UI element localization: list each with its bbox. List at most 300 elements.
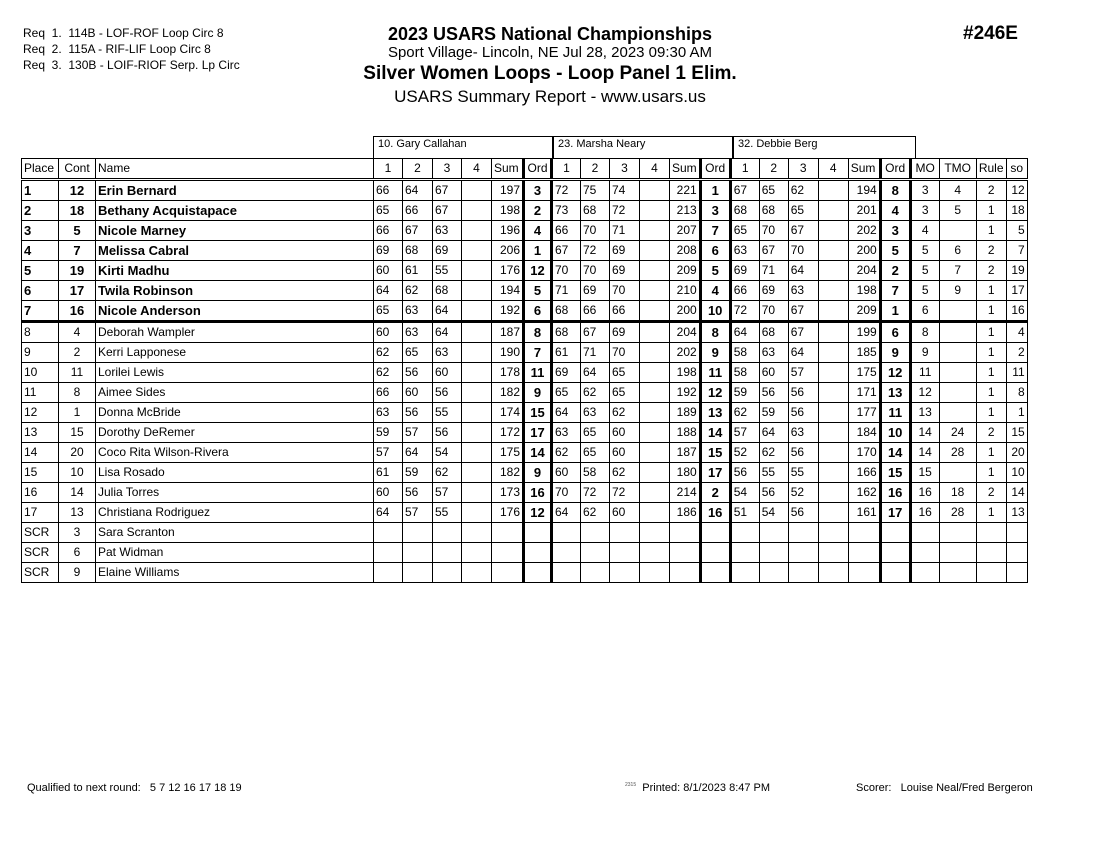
judge-3-sum: 162: [848, 483, 880, 503]
place-cell: 11: [22, 383, 59, 403]
so-cell: 16: [1006, 301, 1027, 322]
judge-1-score-1: 64: [374, 281, 403, 301]
tmo-cell: 4: [939, 180, 976, 201]
mo-cell: 14: [910, 443, 939, 463]
judge-2-score-1: 71: [552, 281, 581, 301]
requirements-list: [23, 25, 240, 73]
judge-3-header: 32. Debbie Berg: [733, 136, 916, 158]
rule-cell: 2: [976, 241, 1006, 261]
judge-3-score-4: [818, 180, 848, 201]
judge-3-score-2: 68: [759, 201, 788, 221]
judge-2-score-1: 70: [552, 261, 581, 281]
col-mo: MO: [910, 159, 939, 180]
mo-cell: 14: [910, 423, 939, 443]
judge-3-score-1: 58: [730, 363, 759, 383]
judge-2-score-2: 62: [581, 383, 610, 403]
col-j1-1: 1: [374, 159, 403, 180]
judge-1-score-3: 67: [433, 180, 462, 201]
judge-1-score-3: 62: [433, 463, 462, 483]
judge-1-ordinal: 3: [524, 180, 552, 201]
judge-3-score-2: 56: [759, 383, 788, 403]
name-cell: Pat Widman: [96, 543, 374, 563]
judge-3-sum: 161: [848, 503, 880, 523]
judge-3-score-1: [730, 563, 759, 583]
tmo-cell: [939, 221, 976, 241]
judge-1-sum: 172: [492, 423, 524, 443]
contestant-number-cell: 20: [59, 443, 96, 463]
scorer-label: Scorer:: [856, 782, 892, 794]
name-cell: Melissa Cabral: [96, 241, 374, 261]
col-j1-3: 3: [433, 159, 462, 180]
place-cell: 8: [22, 322, 59, 343]
table-row: [22, 322, 1028, 343]
judge-1-score-1: 60: [374, 261, 403, 281]
tmo-cell: [939, 363, 976, 383]
judge-3-ordinal: [880, 523, 910, 543]
judge-3-score-4: [818, 523, 848, 543]
rule-cell: 1: [976, 403, 1006, 423]
contestant-number-cell: 9: [59, 563, 96, 583]
judge-1-ordinal: 11: [524, 363, 552, 383]
judge-1-score-4: [462, 180, 492, 201]
judge-2-score-2: 75: [581, 180, 610, 201]
judge-1-header: 10. Gary Callahan: [373, 136, 553, 158]
judge-3-sum: 171: [848, 383, 880, 403]
judge-3-score-3: 64: [788, 343, 818, 363]
judge-1-score-4: [462, 523, 492, 543]
judge-2-score-4: [640, 180, 670, 201]
place-cell: 12: [22, 403, 59, 423]
judge-2-sum: [670, 563, 701, 583]
judge-2-sum: 189: [670, 403, 701, 423]
mo-cell: 11: [910, 363, 939, 383]
rule-cell: 1: [976, 221, 1006, 241]
judge-3-score-4: [818, 241, 848, 261]
rule-cell: 1: [976, 503, 1006, 523]
judge-3-sum: [848, 563, 880, 583]
judge-3-score-4: [818, 443, 848, 463]
judge-2-score-2: 67: [581, 322, 610, 343]
judge-3-score-1: 59: [730, 383, 759, 403]
mo-cell: 3: [910, 180, 939, 201]
judge-3-score-2: 54: [759, 503, 788, 523]
place-cell: 15: [22, 463, 59, 483]
scorer-line: [856, 782, 1033, 794]
so-cell: 1: [1006, 403, 1027, 423]
judge-1-score-3: 55: [433, 261, 462, 281]
rule-cell: 1: [976, 443, 1006, 463]
judge-1-score-2: 59: [403, 463, 433, 483]
rule-cell: 1: [976, 383, 1006, 403]
col-j2-ord: Ord: [700, 159, 730, 180]
judge-3-sum: 185: [848, 343, 880, 363]
judge-3-score-3: 56: [788, 503, 818, 523]
judge-1-score-3: 57: [433, 483, 462, 503]
contestant-number-cell: 14: [59, 483, 96, 503]
judge-1-ordinal: [524, 523, 552, 543]
qualified-line: [27, 782, 242, 794]
report-subtitle: USARS Summary Report - www.usars.us: [394, 87, 706, 106]
judge-2-score-4: [640, 241, 670, 261]
judge-3-score-4: [818, 543, 848, 563]
judge-3-ordinal: 14: [880, 443, 910, 463]
judge-1-score-2: 57: [403, 423, 433, 443]
judge-2-score-2: 58: [581, 463, 610, 483]
mo-cell: 12: [910, 383, 939, 403]
judge-1-sum: 176: [492, 503, 524, 523]
judge-3-score-3: 62: [788, 180, 818, 201]
judge-1-sum: 187: [492, 322, 524, 343]
judge-1-score-1: 62: [374, 363, 403, 383]
judge-2-score-1: 68: [552, 301, 581, 322]
col-j2-4: 4: [640, 159, 670, 180]
judge-2-score-3: 60: [610, 443, 640, 463]
judge-3-score-4: [818, 383, 848, 403]
judge-1-score-4: [462, 443, 492, 463]
rule-cell: 2: [976, 483, 1006, 503]
contestant-number-cell: 15: [59, 423, 96, 443]
judge-2-score-2: [581, 543, 610, 563]
tmo-cell: [939, 383, 976, 403]
mo-cell: 3: [910, 201, 939, 221]
judge-1-sum: 182: [492, 383, 524, 403]
judge-1-score-2: 66: [403, 201, 433, 221]
judge-1-score-2: 67: [403, 221, 433, 241]
col-j2-3: 3: [610, 159, 640, 180]
judge-2-score-4: [640, 261, 670, 281]
judge-1-score-2: [403, 523, 433, 543]
judge-1-sum: 175: [492, 443, 524, 463]
judge-1-score-1: 59: [374, 423, 403, 443]
place-cell: SCR: [22, 563, 59, 583]
judge-1-ordinal: 8: [524, 322, 552, 343]
judge-3-ordinal: 1: [880, 301, 910, 322]
place-cell: 2: [22, 201, 59, 221]
judge-3-sum: 166: [848, 463, 880, 483]
name-cell: Dorothy DeRemer: [96, 423, 374, 443]
judge-3-ordinal: 4: [880, 201, 910, 221]
name-cell: Lisa Rosado: [96, 463, 374, 483]
place-cell: 13: [22, 423, 59, 443]
judge-3-sum: 170: [848, 443, 880, 463]
judge-2-ordinal: 7: [700, 221, 730, 241]
judge-3-score-4: [818, 343, 848, 363]
judge-1-score-4: [462, 343, 492, 363]
col-tmo: TMO: [939, 159, 976, 180]
place-cell: 16: [22, 483, 59, 503]
judge-3-sum: 204: [848, 261, 880, 281]
judge-1-score-3: [433, 543, 462, 563]
judge-2-score-3: 65: [610, 363, 640, 383]
so-cell: 13: [1006, 503, 1027, 523]
judge-1-score-2: [403, 543, 433, 563]
col-j2-2: 2: [581, 159, 610, 180]
judge-1-score-4: [462, 281, 492, 301]
judge-1-ordinal: 1: [524, 241, 552, 261]
judge-2-score-2: 69: [581, 281, 610, 301]
judge-2-header: 23. Marsha Neary: [553, 136, 733, 158]
judge-1-ordinal: 2: [524, 201, 552, 221]
judge-1-score-4: [462, 363, 492, 383]
requirement-3: Req 3. 130B - LOIF-RIOF Serp. Lp Circ: [23, 58, 240, 72]
judge-3-score-1: [730, 523, 759, 543]
judge-1-sum: [492, 523, 524, 543]
rule-cell: [976, 543, 1006, 563]
judge-1-score-2: 60: [403, 383, 433, 403]
judge-3-ordinal: 10: [880, 423, 910, 443]
judge-3-score-2: 67: [759, 241, 788, 261]
judge-3-score-2: [759, 563, 788, 583]
tmo-cell: [939, 301, 976, 322]
mo-cell: 16: [910, 503, 939, 523]
rule-cell: 1: [976, 343, 1006, 363]
judge-1-score-4: [462, 221, 492, 241]
contestant-number-cell: 1: [59, 403, 96, 423]
table-row: [22, 261, 1028, 281]
judge-3-score-1: 66: [730, 281, 759, 301]
judge-1-sum: 176: [492, 261, 524, 281]
mo-cell: 8: [910, 322, 939, 343]
judge-3-score-4: [818, 281, 848, 301]
judge-2-sum: 202: [670, 343, 701, 363]
judge-3-ordinal: 2: [880, 261, 910, 281]
judge-1-sum: 192: [492, 301, 524, 322]
place-cell: 5: [22, 261, 59, 281]
rule-cell: 2: [976, 423, 1006, 443]
judge-2-score-4: [640, 221, 670, 241]
event-number: #246E: [963, 23, 1018, 44]
judge-2-score-2: 63: [581, 403, 610, 423]
judge-2-score-1: 68: [552, 322, 581, 343]
mo-cell: 6: [910, 301, 939, 322]
contestant-number-cell: 8: [59, 383, 96, 403]
rule-cell: 1: [976, 301, 1006, 322]
judge-2-ordinal: 15: [700, 443, 730, 463]
judge-2-sum: 186: [670, 503, 701, 523]
name-cell: Erin Bernard: [96, 180, 374, 201]
judge-2-sum: 187: [670, 443, 701, 463]
judge-1-ordinal: 14: [524, 443, 552, 463]
contestant-number-cell: 10: [59, 463, 96, 483]
printed-date: Printed: 8/1/2023 8:47 PM: [642, 782, 771, 794]
judge-2-score-4: [640, 322, 670, 343]
so-cell: 10: [1006, 463, 1027, 483]
table-row: [22, 463, 1028, 483]
place-cell: 7: [22, 301, 59, 322]
judge-2-score-2: 68: [581, 201, 610, 221]
judge-2-ordinal: 8: [700, 322, 730, 343]
judge-2-sum: 221: [670, 180, 701, 201]
judge-2-ordinal: 17: [700, 463, 730, 483]
judge-2-score-3: [610, 523, 640, 543]
judge-3-score-1: 56: [730, 463, 759, 483]
judge-2-ordinal: 6: [700, 241, 730, 261]
name-cell: Nicole Anderson: [96, 301, 374, 322]
judge-3-score-2: 65: [759, 180, 788, 201]
so-cell: 14: [1006, 483, 1027, 503]
judge-2-score-3: 71: [610, 221, 640, 241]
contestant-number-cell: 6: [59, 543, 96, 563]
judge-3-score-1: 51: [730, 503, 759, 523]
judge-3-ordinal: 16: [880, 483, 910, 503]
rule-cell: 2: [976, 180, 1006, 201]
scorer-names: Louise Neal/Fred Bergeron: [900, 782, 1033, 794]
judge-2-ordinal: 9: [700, 343, 730, 363]
judge-3-score-3: 65: [788, 201, 818, 221]
judge-2-score-2: 64: [581, 363, 610, 383]
judge-3-ordinal: [880, 543, 910, 563]
judge-2-sum: 180: [670, 463, 701, 483]
judge-1-sum: 206: [492, 241, 524, 261]
judge-2-score-4: [640, 363, 670, 383]
report-header: [330, 24, 770, 108]
judge-2-score-4: [640, 281, 670, 301]
judge-3-score-2: 70: [759, 301, 788, 322]
mo-cell: 13: [910, 403, 939, 423]
judge-2-score-1: [552, 563, 581, 583]
judge-1-score-4: [462, 483, 492, 503]
judge-1-score-3: 69: [433, 241, 462, 261]
judge-1-score-1: [374, 543, 403, 563]
judge-2-score-2: 66: [581, 301, 610, 322]
so-cell: 8: [1006, 383, 1027, 403]
so-cell: 19: [1006, 261, 1027, 281]
judge-2-sum: 208: [670, 241, 701, 261]
judge-2-score-1: 64: [552, 503, 581, 523]
judge-3-score-3: [788, 523, 818, 543]
col-j2-1: 1: [552, 159, 581, 180]
judge-2-ordinal: 3: [700, 201, 730, 221]
judge-1-ordinal: 17: [524, 423, 552, 443]
rule-cell: 1: [976, 463, 1006, 483]
mo-cell: [910, 543, 939, 563]
so-cell: 12: [1006, 180, 1027, 201]
judge-3-sum: [848, 523, 880, 543]
so-cell: 15: [1006, 423, 1027, 443]
judge-3-sum: 202: [848, 221, 880, 241]
judge-2-score-1: 61: [552, 343, 581, 363]
rule-cell: 1: [976, 201, 1006, 221]
tmo-cell: 6: [939, 241, 976, 261]
judge-1-score-2: 56: [403, 403, 433, 423]
mo-cell: 16: [910, 483, 939, 503]
judge-3-score-1: 62: [730, 403, 759, 423]
judge-1-score-4: [462, 383, 492, 403]
mo-cell: 5: [910, 281, 939, 301]
judge-3-score-2: 70: [759, 221, 788, 241]
judge-1-ordinal: 4: [524, 221, 552, 241]
results-table: [21, 158, 1028, 583]
col-rule: Rule: [976, 159, 1006, 180]
judge-3-score-1: 69: [730, 261, 759, 281]
judge-1-score-1: 60: [374, 322, 403, 343]
judge-2-score-1: 63: [552, 423, 581, 443]
judge-1-sum: [492, 563, 524, 583]
place-cell: 6: [22, 281, 59, 301]
table-row: [22, 180, 1028, 201]
tmo-cell: [939, 343, 976, 363]
col-j1-ord: Ord: [524, 159, 552, 180]
table-row: [22, 523, 1028, 543]
judge-1-score-1: 66: [374, 180, 403, 201]
judge-2-score-3: 62: [610, 463, 640, 483]
col-j3-3: 3: [788, 159, 818, 180]
col-so: so: [1006, 159, 1027, 180]
judge-2-ordinal: 2: [700, 483, 730, 503]
judge-1-sum: 196: [492, 221, 524, 241]
judge-1-score-3: 55: [433, 503, 462, 523]
table-row: [22, 221, 1028, 241]
table-row: [22, 241, 1028, 261]
judge-3-score-3: 56: [788, 403, 818, 423]
mo-cell: 4: [910, 221, 939, 241]
table-row: [22, 281, 1028, 301]
judge-3-score-2: 62: [759, 443, 788, 463]
judge-3-score-1: 63: [730, 241, 759, 261]
name-cell: Bethany Acquistapace: [96, 201, 374, 221]
name-cell: Julia Torres: [96, 483, 374, 503]
judge-2-score-4: [640, 463, 670, 483]
judge-2-sum: 213: [670, 201, 701, 221]
judge-2-ordinal: 13: [700, 403, 730, 423]
judge-2-ordinal: 5: [700, 261, 730, 281]
table-row: [22, 503, 1028, 523]
judge-1-score-4: [462, 403, 492, 423]
judge-1-score-1: 57: [374, 443, 403, 463]
contestant-number-cell: 7: [59, 241, 96, 261]
col-j2-sum: Sum: [670, 159, 701, 180]
place-cell: 10: [22, 363, 59, 383]
judge-3-score-3: 67: [788, 221, 818, 241]
judge-3-sum: 194: [848, 180, 880, 201]
judge-3-ordinal: 3: [880, 221, 910, 241]
judge-2-score-3: 60: [610, 503, 640, 523]
judge-1-score-4: [462, 322, 492, 343]
contestant-number-cell: 12: [59, 180, 96, 201]
mo-cell: 9: [910, 343, 939, 363]
contestant-number-cell: 3: [59, 523, 96, 543]
judge-1-score-2: 61: [403, 261, 433, 281]
judge-2-score-2: [581, 523, 610, 543]
judge-3-score-4: [818, 463, 848, 483]
judge-1-score-2: 63: [403, 301, 433, 322]
judge-1-score-1: 66: [374, 383, 403, 403]
tmo-cell: [939, 543, 976, 563]
judge-3-score-3: [788, 543, 818, 563]
judge-1-score-4: [462, 261, 492, 281]
judge-1-score-3: [433, 523, 462, 543]
so-cell: 5: [1006, 221, 1027, 241]
judge-2-score-2: 72: [581, 241, 610, 261]
judge-2-score-3: 70: [610, 281, 640, 301]
name-cell: Sara Scranton: [96, 523, 374, 543]
tmo-cell: [939, 463, 976, 483]
judge-2-sum: 188: [670, 423, 701, 443]
judge-1-score-4: [462, 463, 492, 483]
judge-2-sum: 209: [670, 261, 701, 281]
judge-2-score-3: 72: [610, 201, 640, 221]
judge-2-score-2: 71: [581, 343, 610, 363]
judge-3-sum: 199: [848, 322, 880, 343]
contestant-number-cell: 4: [59, 322, 96, 343]
judge-1-score-2: [403, 563, 433, 583]
version-code: 2315: [625, 782, 637, 788]
judge-1-sum: 198: [492, 201, 524, 221]
judge-3-score-3: 56: [788, 443, 818, 463]
judge-3-score-2: 55: [759, 463, 788, 483]
judge-3-ordinal: 13: [880, 383, 910, 403]
judge-1-score-2: 62: [403, 281, 433, 301]
